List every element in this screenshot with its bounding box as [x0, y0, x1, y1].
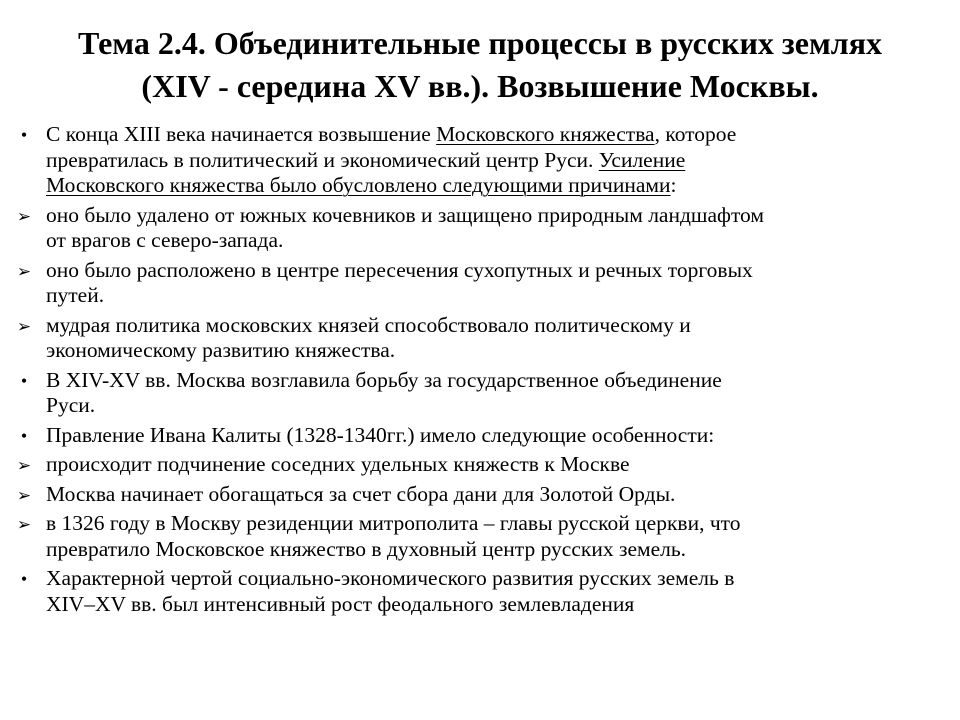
- slide-content: [14, 122, 944, 621]
- slide-title: [18, 22, 942, 108]
- list-item-10: [14, 566, 944, 617]
- item-1-text-c: превратилась в политический и экономический центр Руси.: [46, 147, 599, 172]
- bullet-icon: •: [20, 125, 28, 145]
- arrow-bullet-icon: ➢: [16, 261, 32, 282]
- item-2-line-2: от врагов с северо-запада.: [46, 228, 284, 252]
- list-item-1: [14, 122, 944, 199]
- item-1-text-b: , которое: [654, 122, 737, 146]
- title-line-1: Тема 2.4. Объединительные процессы в русских землях: [77, 25, 883, 61]
- item-9-line-1: в 1326 году в Москву резиденции митрополита – главы русской церкви, что: [46, 511, 741, 535]
- item-1-line-3: [46, 173, 944, 199]
- item-6-line-1: Правление Ивана Калиты (1328-1340гг.) имело следующие особенности:: [46, 422, 715, 447]
- arrow-bullet-icon: ➢: [16, 206, 32, 227]
- bullet-icon: •: [20, 370, 28, 391]
- item-4-line-1: мудрая политика московских князей способствовало политическому и: [46, 312, 691, 337]
- bullet-icon: •: [20, 569, 28, 589]
- item-3-line-1: оно было расположено в центре пересечения сухопутных и речных торговых: [46, 257, 753, 282]
- list-item-7: [14, 452, 944, 478]
- arrow-bullet-icon: ➢: [16, 456, 32, 476]
- item-2-line-1: оно было удалено от южных кочевников и защищено природным ландшафтом: [46, 202, 765, 227]
- item-5-line-1: В XIV-XV вв. Москва возглавила борьбу за государственное объединение: [46, 367, 722, 392]
- list-item-4: [14, 313, 944, 364]
- item-1-text-d: :: [670, 173, 677, 197]
- list-item-9: [14, 511, 944, 562]
- item-5-line-2: Руси.: [46, 393, 96, 417]
- item-3-line-2: путей.: [46, 283, 105, 307]
- item-1-text-a: С конца XIII века начинается возвышение: [46, 122, 437, 146]
- list-item-5: [14, 368, 944, 419]
- item-10-line-1: Характерной чертой социально-экономического развития русских земель в: [46, 566, 735, 590]
- title-line-2: (XIV - середина XV вв.). Возвышение Москвы.: [141, 68, 819, 104]
- strengthening-link: Усиление: [598, 147, 686, 172]
- arrow-bullet-icon: ➢: [16, 515, 32, 535]
- item-1-line-2: [46, 148, 944, 174]
- moscow-principality-link: Московского княжества: [436, 122, 655, 146]
- item-8-line-1: Москва начинает обогащаться за счет сбора дани для Золотой Орды.: [46, 481, 676, 506]
- arrow-bullet-icon: ➢: [16, 485, 32, 506]
- item-4-line-2: экономическому развитию княжества.: [46, 338, 396, 362]
- list-item-6: [14, 423, 944, 449]
- item-10-line-2: XIV–XV вв. был интенсивный рост феодального землевладения: [46, 591, 635, 616]
- list-item-2: [14, 203, 944, 254]
- item-1-line-1: [46, 122, 944, 148]
- reasons-link: Московского княжества было обусловлено следующими причинами: [46, 173, 671, 197]
- arrow-bullet-icon: ➢: [16, 316, 32, 337]
- item-7-line-1: происходит подчинение соседних удельных княжеств к Москве: [46, 452, 630, 476]
- list-item-8: [14, 482, 944, 508]
- item-9-line-2: превратило Московское княжество в духовный центр русских земель.: [46, 536, 687, 561]
- bullet-icon: •: [20, 425, 28, 446]
- list-item-3: [14, 258, 944, 309]
